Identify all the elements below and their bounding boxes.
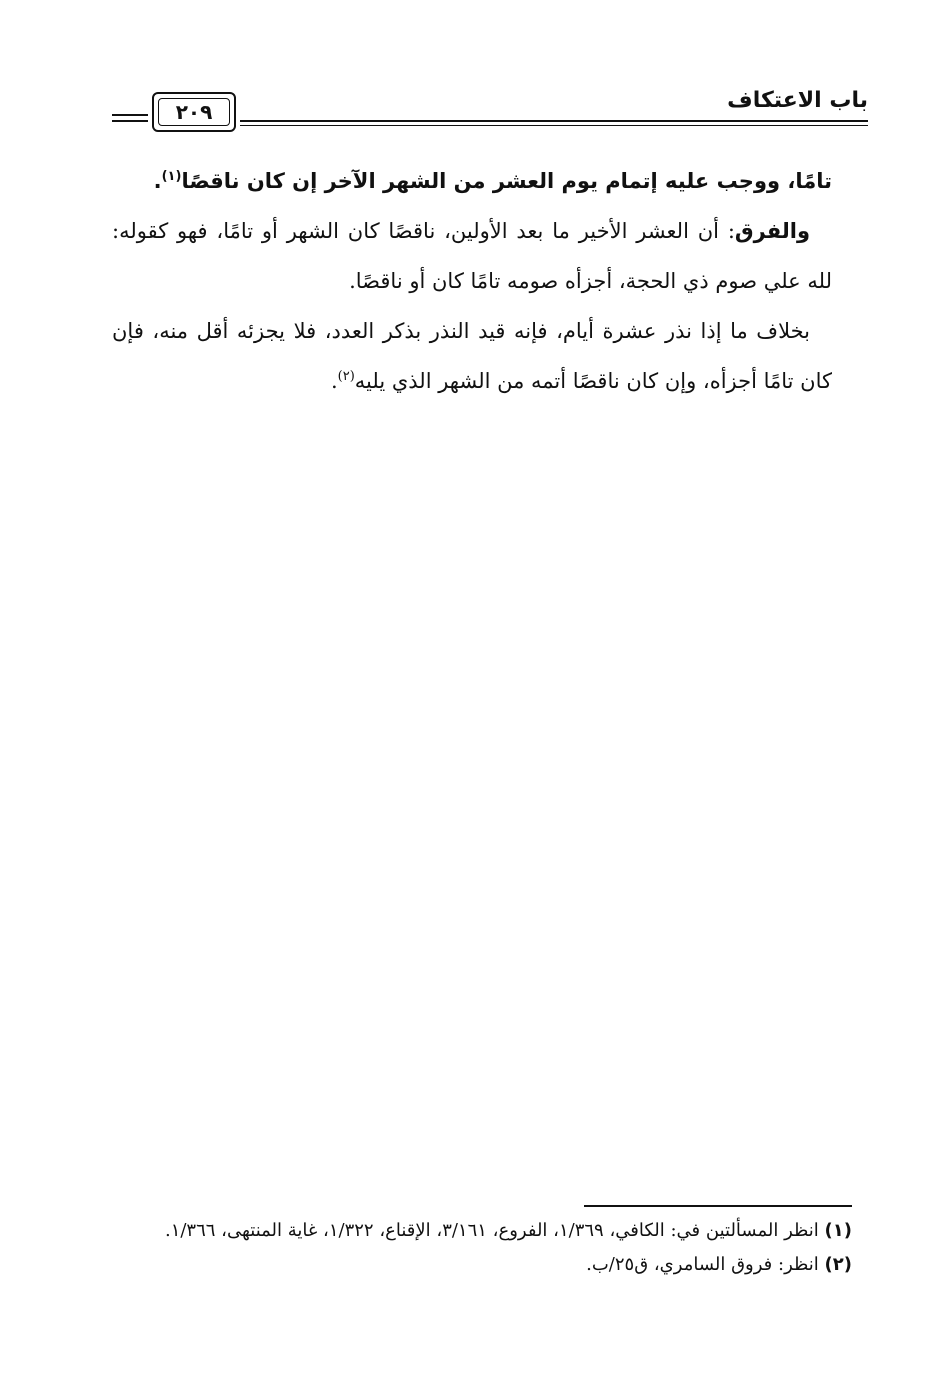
footnote-2-number: (٢) [824, 1254, 852, 1275]
paragraph-1 [112, 156, 832, 206]
paragraph-2 [112, 206, 832, 306]
footnote-ref-2: (٢) [337, 369, 355, 384]
footnote-1-number: (١) [824, 1220, 852, 1241]
paragraph-2-lead: والفرق [734, 219, 810, 243]
page-number-frame [152, 92, 236, 132]
paragraph-3 [112, 306, 832, 406]
page-number: ٢٠٩ [175, 100, 213, 124]
paragraph-3-text: بخلاف ما إذا نذر عشرة أيام، فإنه قيد النذر بذكر العدد، فلا يجزئه أقل منه، فإن كان تامًا أجزأه، وإن كان ناقصًا أتمه من الشهر الذي يليه [112, 319, 832, 393]
paragraph-1-text: تامًا، ووجب عليه إتمام يوم العشر من الشهر الآخر إن كان ناقصًا [181, 169, 832, 193]
header-rule [240, 120, 868, 122]
footnote-separator [584, 1205, 852, 1207]
chapter-title: باب الاعتكاف [727, 88, 868, 113]
paragraph-1-end: . [153, 169, 162, 193]
header-rule-left-second [112, 120, 148, 122]
page-header [112, 84, 868, 136]
footnote-2 [112, 1248, 852, 1282]
paragraph-2-text: : أن العشر الأخير ما بعد الأولين، ناقصًا كان الشهر أو تامًا، فهو كقوله: لله علي صوم ذي الحجة، أجزأه صومه تامًا كان أو ناقصًا. [112, 219, 832, 293]
footnote-ref-1: (١) [161, 169, 182, 184]
footnote-1-text: انظر المسألتين في: الكافي، ١/٣٦٩، الفروع، ٣/١٦١، الإقناع، ١/٣٢٢، غاية المنتهى، ١/٣٦٦. [164, 1220, 819, 1241]
header-rule-left [112, 114, 148, 116]
footnotes [112, 1214, 852, 1282]
header-rule-second [240, 125, 868, 126]
footnote-2-text: انظر: فروق السامري، ق٢٥/ب. [586, 1254, 819, 1275]
paragraph-3-end: . [330, 369, 338, 393]
footnote-1 [112, 1214, 852, 1248]
